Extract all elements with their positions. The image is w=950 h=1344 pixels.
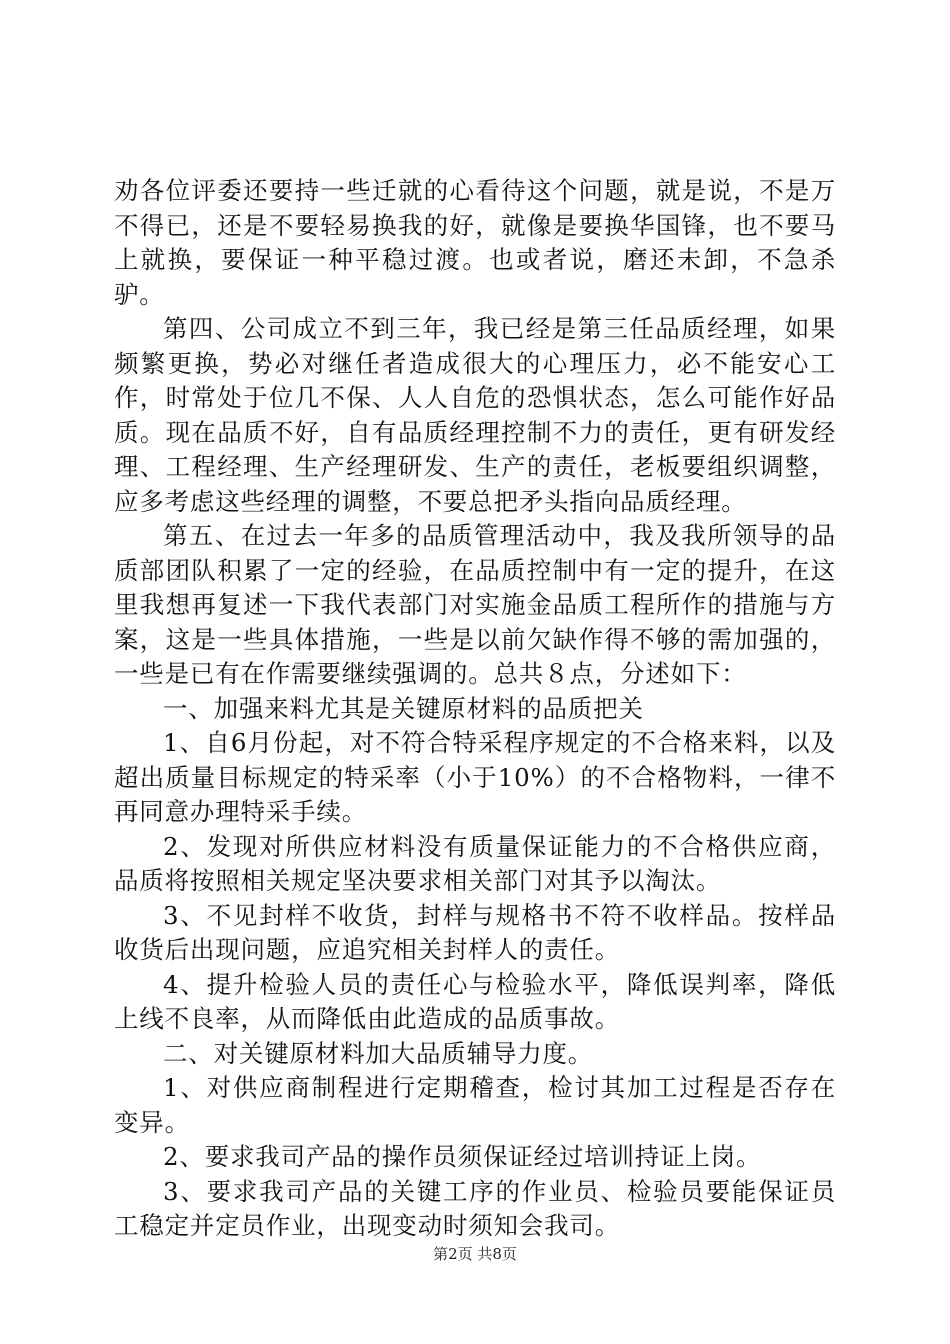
list-item: 4、提升检验人员的责任心与检验水平，降低误判率，降低上线不良率，从而降低由此造成的品质事故。 <box>114 969 836 1033</box>
page-number-footer: 第2页 共8页 <box>433 1245 517 1263</box>
list-item: 3、要求我司产品的关键工序的作业员、检验员要能保证员工稳定并定员作业，出现变动时须知会我司。 <box>114 1176 836 1240</box>
document-body <box>114 174 836 1244</box>
list-item: 2、要求我司产品的操作员须保证经过培训持证上岗。 <box>163 1142 762 1171</box>
paragraph-fourth-point: 第四、公司成立不到三年，我已经是第三任品质经理，如果频繁更换，势必对继任者造成很大的心理压力，必不能安心工作，时常处于位几不保、人人自危的恐惧状态，怎么可能作好品质。现在品质不好，自有品质经理控制不力的责任，更有研发经理、工程经理、生产经理研发、生产的责任，老板要组织调整，应多考虑这些经理的调整，不要总把矛头指向品质经理。 <box>114 314 836 516</box>
list-item: 1、自6月份起，对不符合特采程序规定的不合格来料，以及超出质量目标规定的特采率（小于10%）的不合格物料，一律不再同意办理特采手续。 <box>114 728 836 826</box>
paragraph-continuation: 劝各位评委还要持一些迁就的心看待这个问题，就是说，不是万不得已，还是不要轻易换我的好，就像是要换华国锋，也不要马上就换，要保证一种平稳过渡。也或者说，磨还未卸，不急杀驴。 <box>114 176 836 309</box>
paragraph-fifth-point: 第五、在过去一年多的品质管理活动中，我及我所领导的品质部团队积累了一定的经验，在品质控制中有一定的提升，在这里我想再复述一下我代表部门对实施金品质工程所作的措施与方案，这是一些具体措施，一些是以前欠缺作得不够的需加强的，一些是已有在作需要继续强调的。总共８点，分述如下： <box>114 521 836 688</box>
list-item: 1、对供应商制程进行定期稽查，检讨其加工过程是否存在变异。 <box>114 1073 836 1137</box>
list-item: 2、发现对所供应材料没有质量保证能力的不合格供应商，品质将按照相关规定坚决要求相关部门对其予以淘汰。 <box>114 831 836 895</box>
list-item: 3、不见封样不收货，封样与规格书不符不收样品。按样品收货后出现问题，应追究相关封样人的责任。 <box>114 900 836 964</box>
section-heading-1: 一、加强来料尤其是关键原材料的品质把关 <box>163 693 644 723</box>
section-heading-2: 二、对关键原材料加大品质辅导力度。 <box>163 1038 594 1068</box>
